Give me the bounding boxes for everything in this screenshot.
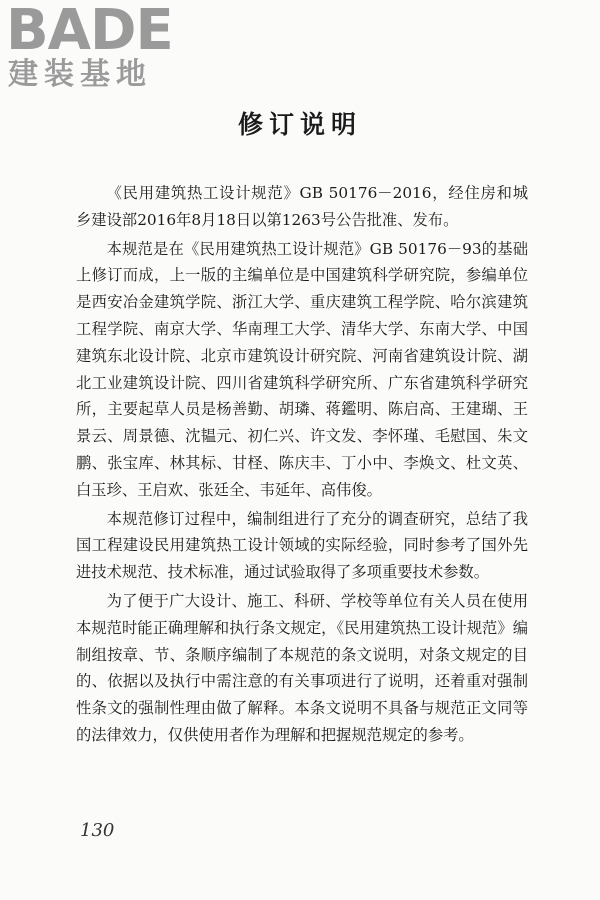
page-title: 修订说明	[237, 110, 362, 139]
paragraph-explanation-purpose: 为了便于广大设计、施工、科研、学校等单位有关人员在使用本规范时能正确理解和执行条文规定，《民用建筑热工设计规范》编制组按章、节、条顺序编制了本规范的条文说明，对条文规定的目的、依据以及执行中需注意的有关事项进行了说明，还着重对强制性条文的强制性理由做了解释。本条文说明不具备与规范正文同等的法律效力，仅供使用者作为理解和把握规范规定的参考。	[76, 591, 528, 744]
paragraph-revision-process: 本规范修订过程中，编制组进行了充分的调查研究，总结了我国工程建设民用建筑热工设计领域的实际经验，同时参考了国外先进技术规范、技术标准，通过试验取得了多项重要技术参数。	[76, 509, 528, 582]
page-number: 130	[80, 820, 115, 841]
paragraph-approval: 《民用建筑热工设计规范》GB 50176－2016，经住房和城乡建设部2016年8月18日以第1263号公告批准、发布。	[76, 184, 528, 229]
body-text	[76, 180, 528, 751]
bade-logo	[6, 2, 176, 94]
paragraph-history: 本规范是在《民用建筑热工设计规范》GB 50176－93的基础上修订而成，上一版的主编单位是中国建筑科学研究院，参编单位是西安冶金建筑学院、浙江大学、重庆建筑工程学院、哈尔滨建筑工程学院、南京大学、华南理工大学、清华大学、东南大学、中国建筑东北设计院、北京市建筑设计研究院、河南省建筑设计院、湖北工业建筑设计院、四川省建筑科学研究所、广东省建筑科学研究所，主要起草人员是杨善勤、胡璘、蒋鑑明、陈启高、王建瑚、王景云、周景德、沈韫元、初仁兴、许文发、李怀瑾、毛慰国、朱文鹏、张宝库、林其标、甘柽、陈庆丰、丁小中、李焕文、杜文英、白玉珍、王启欢、张廷全、韦延年、高伟俊。	[76, 239, 528, 499]
logo-subtitle: 建装基地	[8, 57, 152, 92]
logo-wordmark: BADE	[6, 0, 173, 63]
